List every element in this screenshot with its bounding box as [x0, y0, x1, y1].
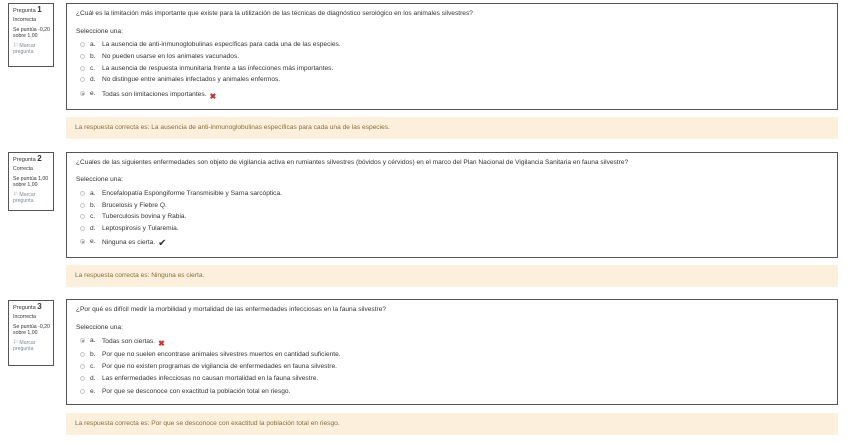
correct-answer-feedback: La respuesta correcta es: La ausencia de anti-inmunoglobulinas específicas para cada una de las especies. [66, 117, 838, 139]
radio-button[interactable] [80, 376, 85, 381]
question-box-2 [66, 152, 838, 258]
answer-option[interactable]: a. La ausencia de anti-inmunoglobulinas específicas para cada una de las especies. [80, 40, 820, 49]
question-state: Incorrecta [13, 17, 37, 24]
radio-button-selected[interactable] [80, 239, 85, 244]
flag-question-link[interactable]: ⚐Marcar pregunta [13, 42, 36, 56]
check-icon: ✔ [158, 238, 167, 249]
flag-icon: ⚐ [13, 191, 19, 198]
answer-option[interactable]: a. Encefalopatía Espongiforme Transmisible y Sarna sarcóptica. [80, 189, 820, 198]
radio-button[interactable] [80, 226, 85, 231]
answer-option[interactable]: b. No pueden usarse en los animales vacunados. [80, 52, 820, 61]
answer-option[interactable]: d. No distingue entre animales infectados y animales enfermos. [80, 75, 820, 84]
radio-button[interactable] [80, 66, 85, 71]
question-text: ¿Cuales de las siguientes enfermedades son objeto de vigilancia activa en rumiantes silvestres (bóvidos y cérvidos) en el marco del Plan Nacional de Vigilancia Sanitaria en fauna silvestre? [76, 159, 629, 166]
question-number: Pregunta 1 [13, 5, 42, 14]
answer-option[interactable]: c. Por que no existen programas de vigilancia de enfermedades en fauna silvestre. [80, 362, 820, 371]
answer-option[interactable]: d. Leptospirosis y Tularemia. [80, 224, 820, 233]
radio-button[interactable] [80, 54, 85, 59]
radio-button[interactable] [80, 389, 85, 394]
cross-icon: ✖ [209, 92, 217, 101]
radio-button[interactable] [80, 352, 85, 357]
question-grade: Se puntúa -0,20 sobre 1,00 [13, 26, 50, 40]
radio-button-selected[interactable] [80, 338, 85, 343]
select-prompt: Seleccione una: [76, 28, 123, 35]
question-number: Pregunta 2 [13, 154, 42, 163]
radio-button[interactable] [80, 364, 85, 369]
answer-option-selected[interactable]: e. Ninguna es cierta. ✔ [80, 237, 820, 246]
question-info-2 [8, 152, 54, 211]
question-number: Pregunta 3 [13, 302, 42, 311]
question-text: ¿Por qué es difícil medir la morbilidad y mortalidad de las enfermedades infecciosas en la fauna silvestre? [76, 306, 387, 313]
answer-option[interactable]: c. La ausencia de respuesta inmunitaria frente a las infecciones más importantes. [80, 64, 820, 73]
cross-icon: ✖ [158, 339, 165, 348]
question-state: Incorrecta [13, 314, 37, 321]
answer-option[interactable]: e. Por que se desconoce con exactitud la población total en riesgo. [80, 387, 820, 396]
question-info-3 [8, 300, 54, 366]
flag-icon: ⚐ [13, 42, 19, 49]
radio-button[interactable] [80, 191, 85, 196]
question-grade: Se puntúa -0,20 sobre 1,00 [13, 323, 50, 337]
correct-answer-feedback: La respuesta correcta es: Ninguna es cierta. [66, 265, 838, 287]
radio-button[interactable] [80, 214, 85, 219]
correct-answer-feedback: La respuesta correcta es: Por que se desconoce con exactitud la población total en riesgo. [66, 413, 838, 435]
question-info-1 [8, 3, 54, 67]
radio-button[interactable] [80, 203, 85, 208]
question-state: Correcta [13, 166, 33, 173]
answer-option[interactable]: b. Por que no suelen encontrase animales silvestres muertos en cantidad suficiente. [80, 350, 820, 359]
question-box-3 [66, 299, 838, 405]
question-grade: Se puntúa 1,00 sobre 1,00 [13, 175, 49, 189]
radio-button-selected[interactable] [80, 91, 85, 96]
select-prompt: Seleccione una: [76, 324, 123, 331]
select-prompt: Seleccione una: [76, 176, 123, 183]
flag-icon: ⚐ [13, 339, 19, 346]
question-box-1 [66, 3, 838, 110]
flag-question-link[interactable]: ⚐Marcar pregunta [13, 191, 36, 205]
flag-question-link[interactable]: ⚐Marcar pregunta [13, 339, 36, 353]
radio-button[interactable] [80, 77, 85, 82]
answer-option-selected[interactable]: a. Todas son ciertas. ✖ [80, 336, 820, 345]
answer-option[interactable]: b. Brucelosis y Fiebre Q. [80, 201, 820, 210]
radio-button[interactable] [80, 42, 85, 47]
answer-option[interactable]: c. Tuberculosis bovina y Rabia. [80, 212, 820, 221]
question-text: ¿Cuál es la limitación más importante que existe para la utilización de las técnicas de diagnóstico serológico en los animales silvestres? [76, 10, 473, 17]
answer-option[interactable]: d. Las enfermedades infecciosas no causan mortalidad en la fauna silvestre. [80, 374, 820, 383]
answer-option-selected[interactable]: e. Todas son limitaciones importantes. ✖ [80, 89, 820, 98]
